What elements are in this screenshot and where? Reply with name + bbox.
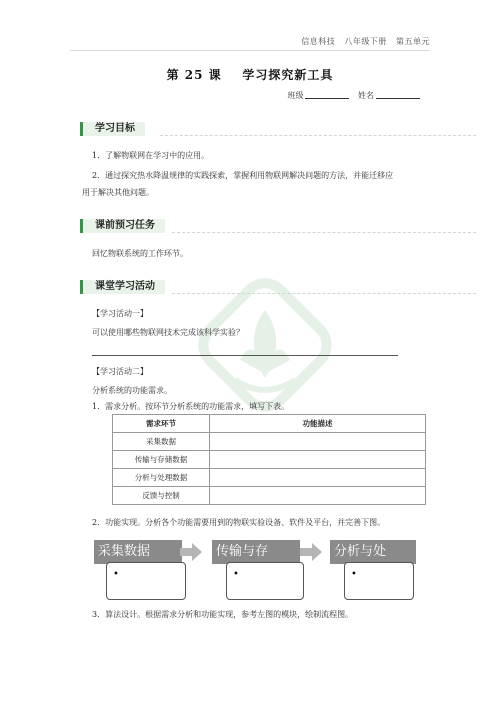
table-cell-function[interactable] bbox=[210, 469, 426, 487]
table-cell-function[interactable] bbox=[210, 433, 426, 451]
step3-text: 3．算法设计。根据需求分析和功能实现，参考左图的模块，绘制流程图。 bbox=[92, 610, 354, 619]
section-activities-heading: 课堂学习活动 bbox=[80, 280, 165, 294]
goal-item-1: 1．了解物联网在学习中的应用。 bbox=[92, 151, 210, 160]
activity1-question: 可以使用哪些物联网技术完成该科学实验？ bbox=[92, 328, 244, 337]
table-cell-function[interactable] bbox=[210, 487, 426, 505]
name-label: 姓名 bbox=[358, 91, 374, 100]
section-preview-heading: 课前预习任务 bbox=[80, 219, 165, 233]
table-header-function: 功能描述 bbox=[210, 415, 426, 433]
table-header-row bbox=[113, 415, 426, 433]
name-blank[interactable] bbox=[376, 90, 420, 99]
goal-item-2-cont: 用于解决其他问题。 bbox=[82, 188, 154, 197]
table-row bbox=[113, 451, 426, 469]
section-goals bbox=[80, 122, 400, 138]
section-activities bbox=[80, 280, 400, 296]
step1-text: 1．需求分析。按环节分析系统的功能需求，填写下表。 bbox=[92, 402, 290, 411]
running-header bbox=[301, 36, 430, 47]
class-blank[interactable] bbox=[305, 90, 349, 99]
answer-line[interactable] bbox=[92, 355, 398, 356]
arrow-right-icon bbox=[300, 543, 322, 561]
activity2-intro: 分析系统的功能需求。 bbox=[92, 386, 172, 395]
header-grade: 八年级下册 bbox=[344, 37, 387, 46]
table-cell-stage: 分析与处理数据 bbox=[113, 469, 210, 487]
section-divider bbox=[160, 135, 476, 136]
activity1-label: 【学习活动一】 bbox=[92, 309, 148, 318]
section-divider bbox=[172, 232, 476, 233]
class-name-fields bbox=[287, 90, 426, 101]
page-title bbox=[0, 66, 500, 83]
section-divider bbox=[172, 293, 476, 294]
lesson-name: 学习探究新工具 bbox=[242, 68, 334, 82]
flow-step-analyze: 分析与处 bbox=[330, 540, 416, 564]
flow-step-collect: 采集数据 bbox=[94, 540, 182, 564]
header-unit: 第五单元 bbox=[396, 37, 430, 46]
bullet: • bbox=[351, 569, 357, 580]
table-cell-stage: 传输与存储数据 bbox=[113, 451, 210, 469]
goals-list bbox=[92, 148, 432, 183]
flow-card-collect[interactable] bbox=[106, 562, 186, 600]
table-cell-stage: 采集数据 bbox=[113, 433, 210, 451]
table-header-stage: 需求环节 bbox=[113, 415, 210, 433]
flow-card-analyze[interactable] bbox=[344, 562, 414, 600]
header-subject: 信息科技 bbox=[301, 37, 336, 46]
bullet: • bbox=[233, 569, 239, 580]
class-label: 班级 bbox=[287, 91, 304, 100]
table-row bbox=[113, 469, 426, 487]
flow-diagram bbox=[94, 540, 414, 602]
lesson-number: 第 25 课 bbox=[166, 68, 222, 82]
requirements-table bbox=[112, 414, 426, 505]
table-row bbox=[113, 433, 426, 451]
flow-card-transmit[interactable] bbox=[226, 562, 304, 600]
activity2-label: 【学习活动二】 bbox=[92, 367, 148, 376]
table-cell-function[interactable] bbox=[210, 451, 426, 469]
header-rule bbox=[70, 50, 430, 51]
section-goals-heading: 学习目标 bbox=[80, 122, 145, 136]
goal-item-2: 2．通过探究热水降温规律的实践探索，掌握利用物联网解决问题的方法，并能迁移应 bbox=[92, 171, 394, 180]
arrow-right-icon bbox=[180, 543, 202, 561]
bullet: • bbox=[113, 569, 119, 580]
section-preview bbox=[80, 219, 400, 235]
table-cell-stage: 反馈与控制 bbox=[113, 487, 210, 505]
step2-text: 2．功能实现。分析各个功能需要用到的物联实验设备、软件及平台，并完善下图。 bbox=[92, 518, 386, 527]
preview-text: 回忆物联系统的工作环节。 bbox=[92, 249, 188, 258]
flow-step-transmit: 传输与存 bbox=[212, 540, 300, 564]
table-row bbox=[113, 487, 426, 505]
